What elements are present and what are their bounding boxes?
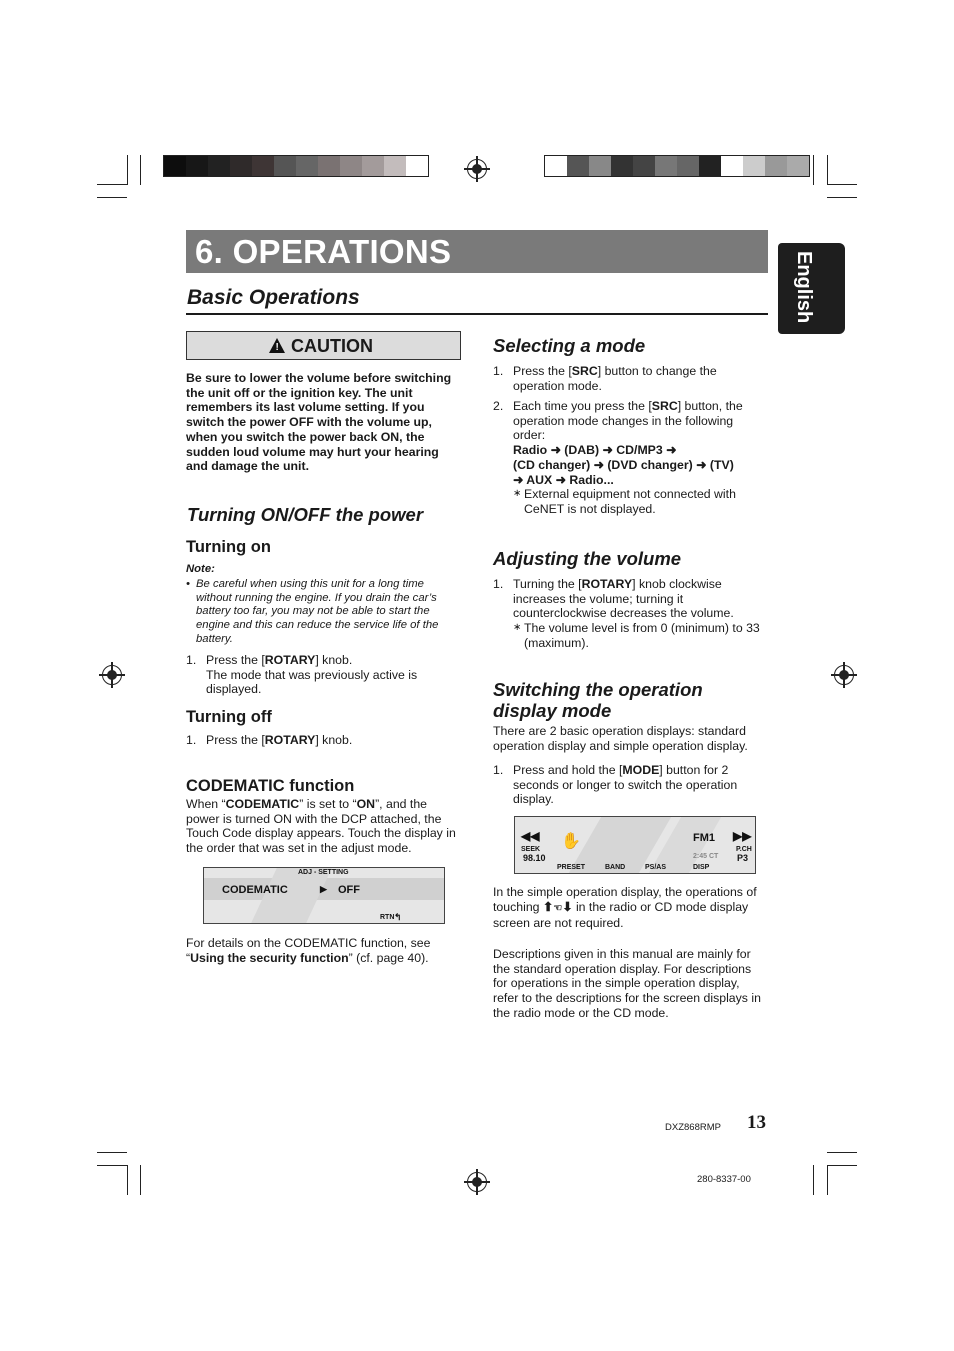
turning-off-step: 1. Press the [ROTARY] knob. (186, 733, 353, 747)
seek-forward-icon: ▶▶ (733, 829, 752, 843)
volume-title: Adjusting the volume (493, 548, 682, 569)
display-description-paragraph: Descriptions given in this manual are mainly for the standard operation display. For descriptions for operations in the simple operation display, refer to the descriptions for the screen displays in the radio mode or the CD mode. (493, 947, 761, 1020)
lcd-band-value: FM1 (693, 832, 715, 844)
hand-touch-icon: ✋ (561, 833, 581, 850)
codematic-details: For details on the CODEMATIC function, see “Using the security function” (cf. page 40). (186, 936, 431, 965)
asterisk-icon: ∗ (513, 488, 522, 500)
arrow-down-icon: ⬇ (562, 899, 573, 914)
turning-on-substep: The mode that was previously active is displayed. (206, 667, 418, 697)
lcd-rtn-label: RTN (380, 914, 395, 921)
seek-back-icon: ◀◀ (521, 829, 540, 843)
mode-step-1: 1. Press the [SRC] button to change the operation mode. (493, 364, 717, 393)
lcd-preset-channel: P3 (737, 853, 749, 863)
lcd-frequency: 98.10 (523, 853, 546, 863)
lcd-seek-label: SEEK (521, 846, 541, 853)
lcd-return-icon: ↰ (394, 912, 402, 922)
display-title: Switching the operation display mode (493, 679, 703, 721)
language-tab (778, 243, 845, 334)
note-item (186, 578, 458, 647)
warning-triangle-icon: ! (269, 338, 285, 353)
bullet-icon: • (186, 578, 190, 590)
mode-sequence-1: Radio ➜ (DAB) ➜ CD/MP3 ➜ (513, 443, 677, 458)
section-rule (186, 313, 768, 315)
mode-step-2: 2. Each time you press the [SRC] button, the operation mode changes in the following order: Radio ➜ (DAB) ➜ CD/MP3 ➜ (CD changer) ➜ (DVD changer) ➜ (TV) ➜ AUX ➜ Radio... ∗ External equipment not connected with CeNET is not displayed. (493, 399, 761, 517)
page-number: 13 (747, 1112, 766, 1133)
volume-star-note: The volume level is from 0 (minimum) to 33 (maximum). (524, 621, 760, 650)
mode-star-note: External equipment not connected with CeNET is not displayed. (524, 487, 736, 516)
part-code: 280-8337-00 (697, 1174, 751, 1185)
language-tab-label: English (793, 251, 815, 324)
hand-icon: ☜ (553, 902, 563, 914)
color-bar-right (544, 155, 810, 177)
lcd-band-label: BAND (605, 864, 626, 871)
chapter-title-band (186, 230, 768, 273)
lcd-pch-label: P.CH (736, 846, 752, 853)
section-title: Basic Operations (187, 286, 360, 309)
lcd-preset-label: PRESET (557, 864, 586, 871)
mode-sequence-3: ➜ AUX ➜ Radio... (513, 472, 614, 487)
lcd-arrow-icon: ▶ (320, 884, 327, 894)
display-intro: There are 2 basic operation displays: standard operation display and simple operation display. (493, 724, 748, 753)
mode-sequence-2: (CD changer) ➜ (DVD changer) ➜ (TV) (513, 457, 734, 472)
simple-display-lcd-illustration (514, 816, 756, 874)
turning-off-heading: Turning off (186, 708, 272, 726)
turning-on-step: 1. Press the [ROTARY] knob. The mode that was previously active is displayed. (186, 653, 458, 697)
power-title: Turning ON/OFF the power (187, 504, 424, 525)
caution-text: Be sure to lower the volume before switching the unit off or the ignition key. The unit remembers its last volume setting. If you switch the power OFF with the volume up, when you switch the power back ON, the sudden loud volume may hurt your hearing and damage the unit. (186, 371, 452, 474)
codematic-heading: CODEMATIC function (186, 777, 355, 795)
volume-step-1: 1. Turning the [ROTARY] knob clockwise increases the volume; turning it counterclockwise decreases the volume. ∗ The volume level is from 0 (minimum) to 33 (maximum). (493, 577, 760, 650)
lcd-disp-label: DISP (693, 864, 710, 871)
registration-mark-icon (467, 1172, 487, 1192)
lcd-clock: 2:45 CT (693, 853, 719, 860)
note-text: Be careful when using this unit for a long time without running the engine. If you drain the car’s battery too far, you may not be able to start the engine and this can reduce the service life of the battery. (196, 578, 439, 645)
chapter-title: 6. OPERATIONS (195, 233, 452, 270)
touch-icons (543, 900, 573, 914)
registration-mark-icon (467, 159, 487, 179)
caution-box (186, 331, 461, 360)
lcd-value: OFF (338, 884, 360, 896)
turning-on-heading: Turning on (186, 538, 271, 556)
lcd-main-label: CODEMATIC (222, 884, 288, 896)
display-step-1: 1. Press and hold the [MODE] button for 2 seconds or longer to switch the operation display. (493, 763, 738, 807)
color-bar-left (163, 155, 429, 177)
asterisk-icon: ∗ (513, 622, 522, 634)
arrow-up-icon: ⬆ (542, 899, 554, 914)
lcd-psas-label: PS/AS (645, 864, 667, 871)
codematic-paragraph: When “CODEMATIC” is set to “ON”, and the power is turned ON with the DCP attached, the Touch Code display appears. Touch the display in the order that was set in the adjust mode. (186, 797, 456, 856)
mode-title: Selecting a mode (493, 335, 646, 356)
lcd-top-label: ADJ - SETTING (298, 869, 349, 876)
registration-mark-icon (834, 665, 854, 685)
display-simple-paragraph: In the simple operation display, the operations of touching ⬆☜⬇ in the radio or CD mode display screen are not required. (493, 885, 757, 931)
note-label: Note: (186, 563, 215, 575)
model-number: DXZ868RMP (665, 1122, 721, 1133)
codematic-lcd-illustration (203, 867, 445, 924)
registration-mark-icon (102, 665, 122, 685)
caution-label: CAUTION (291, 336, 373, 356)
